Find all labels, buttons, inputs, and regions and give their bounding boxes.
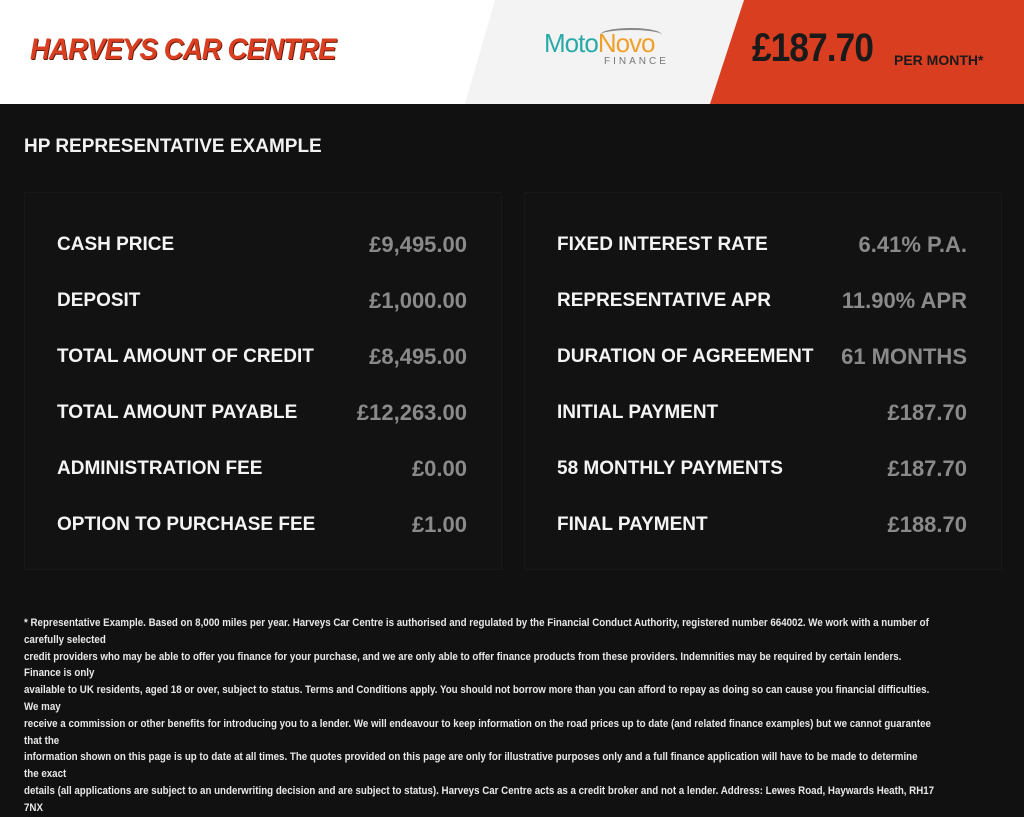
row-label: ADMINISTRATION FEE (57, 458, 263, 479)
dealer-logo: HARVEYS CAR CENTRE (30, 33, 336, 66)
table-row (57, 454, 467, 484)
disclaimer-text (24, 615, 935, 817)
row-label: DEPOSIT (57, 290, 141, 311)
table-row (557, 342, 967, 372)
disclaimer-line: information shown on this page is up to date at all times. The quotes provided on this page are only for illustrative purposes only and a full finance application will have to be made to determine the exact (24, 751, 918, 781)
table-row (557, 398, 967, 428)
row-value: £12,263.00 (356, 400, 467, 425)
row-label: TOTAL AMOUNT OF CREDIT (57, 346, 314, 367)
table-row (557, 286, 967, 316)
row-value: £1,000.00 (369, 288, 467, 313)
header-banner (0, 0, 1024, 104)
monthly-price: £187.70 (752, 26, 874, 70)
disclaimer-line: credit providers who may be able to offer you finance for your purchase, and we are only able to offer finance products from these providers. Indemnities may be required by certain lenders. Finance is only (24, 650, 902, 680)
row-label: TOTAL AMOUNT PAYABLE (57, 402, 298, 423)
row-label: CASH PRICE (57, 234, 175, 255)
disclaimer-line: receive a commission or other benefits for introducing you to a lender. We will endeavour to keep information on the road prices up to date (and related finance examples) but we cannot guarantee that the (24, 717, 931, 747)
disclaimer-line: details (all applications are subject to an underwriting decision and are subject to status). Harveys Car Centre acts as a credit broker and not a lender. Address: Lewes Road, Haywards Heath, RH17 7NX (24, 784, 935, 814)
row-value: £187.70 (887, 456, 967, 481)
section-title: HP REPRESENTATIVE EXAMPLE (24, 136, 322, 157)
row-value: £0.00 (411, 456, 467, 481)
disclaimer-line: available to UK residents, aged 18 or over, subject to status. Terms and Conditions apply. You should not borrow more than you can afford to repay as doing so can cause you financial difficulties. We may (24, 684, 930, 713)
row-label: OPTION TO PURCHASE FEE (57, 514, 316, 535)
row-value: £1.00 (411, 512, 467, 537)
row-label: FINAL PAYMENT (557, 514, 708, 535)
row-value: 61 MONTHS (841, 344, 967, 369)
logo-text-finance: FINANCE (604, 56, 669, 67)
disclaimer-line: * Representative Example. Based on 8,000 miles per year. Harveys Car Centre is authorised and regulated by the Financial Conduct Authority, registered number 664002. We work with a number of carefully selected (24, 617, 929, 646)
row-label: 58 MONTHLY PAYMENTS (557, 458, 783, 479)
row-label: INITIAL PAYMENT (557, 402, 719, 423)
car-swoosh-icon (600, 28, 662, 42)
row-value: 6.41% P.A. (858, 232, 967, 257)
logo-text-novo: Novo (597, 28, 655, 58)
row-value: 11.90% APR (841, 288, 967, 313)
table-row (57, 230, 467, 260)
per-month-label: PER MONTH* (894, 52, 984, 68)
logo-text-moto: Moto (544, 28, 598, 58)
row-label: DURATION OF AGREEMENT (557, 346, 814, 367)
row-value: £8,495.00 (369, 344, 467, 369)
finance-provider-logo (544, 30, 669, 68)
row-value: £9,495.00 (369, 232, 467, 257)
table-row (57, 342, 467, 372)
finance-panel-right (524, 192, 1002, 570)
table-row (57, 398, 467, 428)
table-row (557, 230, 967, 260)
table-row (57, 510, 467, 540)
row-value: £187.70 (887, 400, 967, 425)
table-row (557, 454, 967, 484)
row-value: £188.70 (887, 512, 967, 537)
row-label: REPRESENTATIVE APR (557, 290, 771, 311)
table-row (57, 286, 467, 316)
finance-panel-left (24, 192, 502, 570)
row-label: FIXED INTEREST RATE (557, 234, 768, 255)
table-row (557, 510, 967, 540)
